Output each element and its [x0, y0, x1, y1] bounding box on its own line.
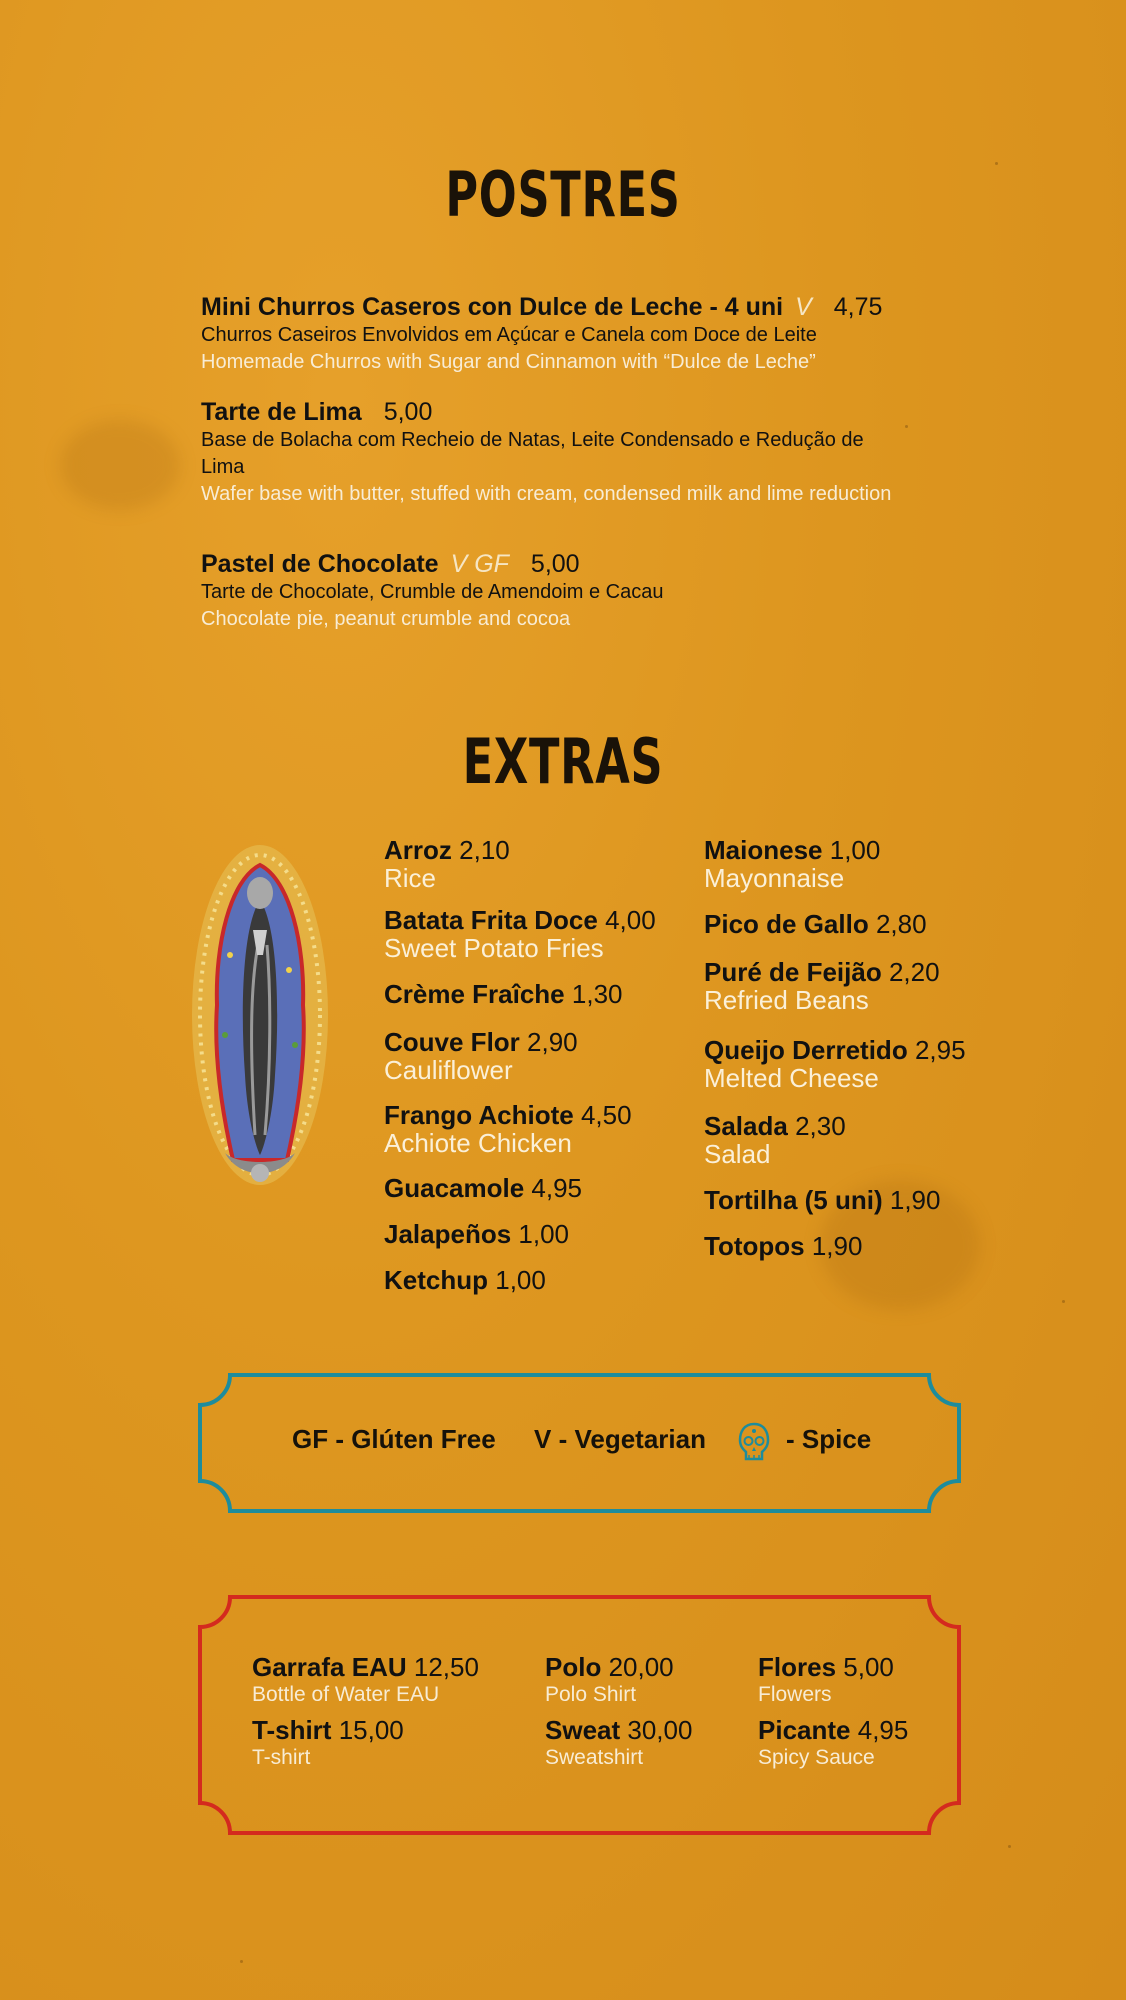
extra-item: [704, 1112, 846, 1168]
dessert-name: Pastel de Chocolate: [201, 550, 439, 578]
paper-speck: [240, 1960, 243, 1963]
merch-name: Garrafa EAU: [252, 1652, 407, 1682]
merch-price: 5,00: [843, 1652, 894, 1682]
extra-item: [384, 1220, 569, 1248]
extra-price: 2,95: [914, 1035, 966, 1065]
merch-name: Polo: [545, 1652, 602, 1682]
paper-speck: [995, 162, 998, 165]
merch-item: [758, 1652, 894, 1708]
extra-price: 1,00: [495, 1265, 546, 1295]
extra-price: 1,90: [889, 1185, 941, 1215]
merch-english-name: Flowers: [758, 1683, 832, 1706]
extra-name: Couve Flor: [384, 1027, 520, 1057]
extra-name: Ketchup: [384, 1265, 488, 1295]
dessert-tags: V: [795, 293, 812, 321]
extra-name: Arroz: [384, 835, 452, 865]
extra-price: 2,30: [795, 1111, 846, 1141]
extra-item: [704, 910, 927, 938]
dessert-description-pt: Churros Caseiros Envolvidos em Açúcar e Canela com Doce de Leite: [201, 324, 817, 346]
extra-name: Totopos: [704, 1231, 805, 1261]
dessert-description-en: Homemade Churros with Sugar and Cinnamon with “Dulce de Leche”: [201, 351, 816, 373]
extra-item: [384, 1174, 582, 1202]
dessert-description-pt: Base de Bolacha com Recheio de Natas, Leite Condensado e Redução de Lima: [201, 429, 864, 478]
extra-name: Maionese: [704, 835, 823, 865]
merch-english-name: Polo Shirt: [545, 1683, 637, 1706]
extra-price: 1,30: [571, 979, 623, 1009]
merch-item: [545, 1652, 674, 1708]
extra-item: [704, 1036, 966, 1092]
extra-item: [704, 1186, 940, 1214]
extra-name: Puré de Feijão: [704, 957, 882, 987]
merch-item: [758, 1715, 908, 1771]
extra-name: Guacamole: [384, 1173, 525, 1203]
extra-item: [704, 836, 880, 892]
merch-english-name: Bottle of Water EAU: [252, 1683, 440, 1706]
extra-price: 2,10: [459, 835, 510, 865]
extra-english-name: Sweet Potato Fries: [384, 933, 604, 963]
extra-price: 4,00: [605, 905, 656, 935]
extra-english-name: Salad: [704, 1139, 771, 1169]
extra-item: [384, 906, 656, 962]
merch-item: [252, 1715, 404, 1771]
legend-vegetarian: V - Vegetarian: [534, 1424, 706, 1454]
extra-name: Queijo Derretido: [704, 1035, 908, 1065]
dessert-item: [201, 397, 901, 508]
extra-name: Pico de Gallo: [704, 909, 869, 939]
merch-price: 15,00: [338, 1715, 404, 1745]
extra-name: Salada: [704, 1111, 788, 1141]
extra-english-name: Cauliflower: [384, 1055, 513, 1085]
legend-spice: - Spice: [786, 1424, 872, 1454]
merch-price: 4,95: [857, 1715, 909, 1745]
dessert-price: 4,75: [833, 293, 883, 321]
extra-english-name: Refried Beans: [704, 985, 869, 1015]
extra-price: 1,90: [811, 1231, 863, 1261]
dessert-description-en: Chocolate pie, peanut crumble and cocoa: [201, 608, 571, 630]
extra-price: 2,90: [527, 1027, 578, 1057]
extra-price: 2,20: [888, 957, 940, 987]
extra-english-name: Mayonnaise: [704, 863, 845, 893]
merch-item: [252, 1652, 479, 1708]
extra-price: 1,00: [518, 1219, 570, 1249]
extra-price: 1,00: [829, 835, 881, 865]
dessert-description-pt: Tarte de Chocolate, Crumble de Amendoim e Cacau: [201, 581, 664, 603]
extra-english-name: Melted Cheese: [704, 1063, 879, 1093]
extra-name: Tortilha (5 uni): [704, 1185, 883, 1215]
extra-english-name: Rice: [384, 863, 437, 893]
merch-name: Sweat: [545, 1715, 621, 1745]
dessert-description-en: Wafer base with butter, stuffed with cream, condensed milk and lime reduction: [201, 483, 892, 505]
extra-item: [384, 1028, 578, 1084]
skull-icon: [738, 1422, 770, 1462]
extra-english-name: Achiote Chicken: [384, 1128, 572, 1158]
extra-item: [384, 836, 510, 892]
paper-speck: [905, 425, 908, 428]
merch-name: Picante: [758, 1715, 851, 1745]
extras-title: EXTRAS: [462, 725, 664, 798]
paper-speck: [1062, 1300, 1065, 1303]
dessert-name: Mini Churros Caseros con Dulce de Leche - 4 uni: [201, 293, 784, 321]
extra-price: 4,95: [531, 1173, 583, 1203]
extra-item: [384, 1101, 632, 1157]
merch-name: Flores: [758, 1652, 837, 1682]
extra-item: [704, 958, 940, 1014]
merch-item: [545, 1715, 692, 1771]
extra-item: [384, 980, 623, 1008]
paper-stain: [60, 420, 180, 510]
postres-title: POSTRES: [445, 158, 681, 231]
extra-price: 4,50: [580, 1100, 632, 1130]
dessert-tags: V GF: [450, 550, 509, 578]
merch-price: 30,00: [627, 1715, 693, 1745]
merch-english-name: T-shirt: [252, 1746, 311, 1769]
virgin-of-guadalupe-illustration: [185, 835, 335, 1205]
merch-english-name: Sweatshirt: [545, 1746, 644, 1769]
merch-price: 20,00: [608, 1652, 674, 1682]
extra-item: [704, 1232, 862, 1260]
dessert-price: 5,00: [383, 398, 433, 426]
merch-english-name: Spicy Sauce: [758, 1746, 875, 1769]
dessert-name: Tarte de Lima: [201, 398, 362, 426]
paper-speck: [1008, 1845, 1011, 1848]
dessert-item: [201, 549, 901, 633]
extra-name: Batata Frita Doce: [384, 905, 598, 935]
extra-name: Jalapeños: [384, 1219, 512, 1249]
extra-price: 2,80: [875, 909, 927, 939]
merch-name: T-shirt: [252, 1715, 332, 1745]
merch-price: 12,50: [413, 1652, 479, 1682]
legend-gluten-free: GF - Glúten Free: [292, 1424, 496, 1454]
extra-item: [384, 1266, 546, 1294]
extra-name: Crème Fraîche: [384, 979, 565, 1009]
dessert-price: 5,00: [530, 550, 580, 578]
extra-name: Frango Achiote: [384, 1100, 574, 1130]
dessert-item: [201, 292, 901, 376]
